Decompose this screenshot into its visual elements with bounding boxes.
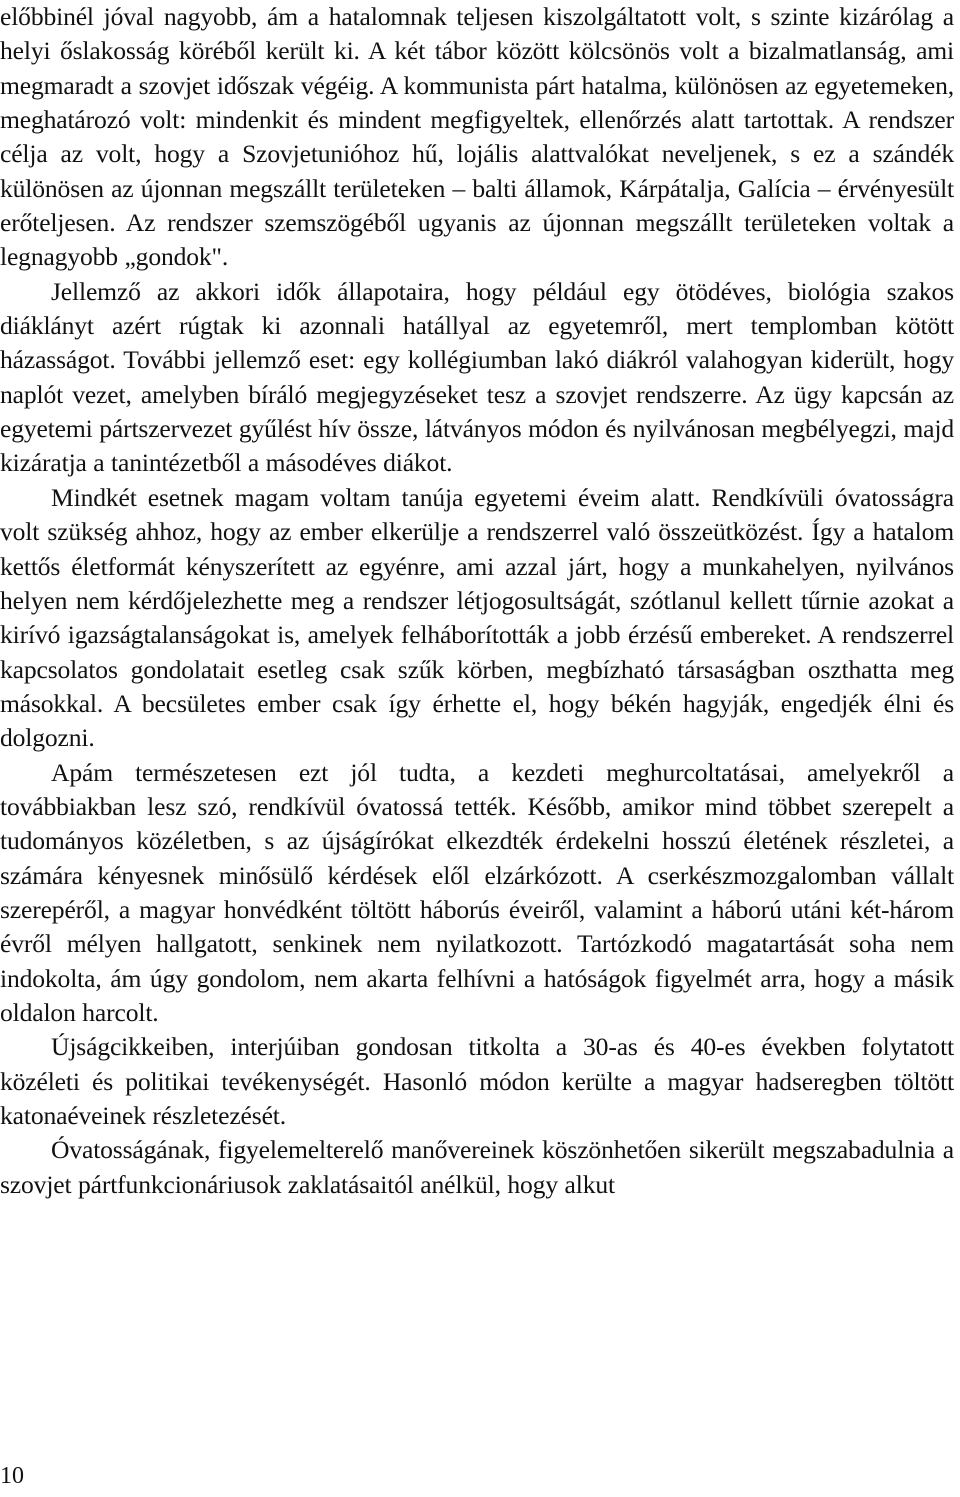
paragraph-3: Mindkét esetnek magam voltam tanúja egyetemi éveim alatt. Rendkívüli óvatosságra volt szükség ahhoz, hogy az ember elkerülje a rendszerrel való összeütközést. Így a hatalom kettős életformát kényszerített az egyénre, ami azzal járt, hogy a munkahelyen, nyilvános helyen nem kérdőjelezhette meg a rendszer létjogosultságát, szótlanul kellett tűrnie azokat a kirívó igazságtalanságokat is, amelyek felháborították a jobb érzésű embereket. A rendszerrel kapcsolatos gondolatait esetleg csak szűk körben, megbízható társaságban oszthatta meg másokkal. A becsületes ember csak így érhette el, hogy békén hagyják, engedjék élni és dolgozni. <box>0 482 954 753</box>
paragraph-6: Óvatosságának, figyelemelterelő manővereinek köszönhetően sikerült megszabadulnia a szovjet pártfunkcionáriusok zaklatásaitól anélkül, hogy alkut <box>0 1135 954 1199</box>
paragraph-4: Apám természetesen ezt jól tudta, a kezdeti meghurcoltatásai, amelyekről a továbbiakban lesz szó, rendkívül óvatossá tették. Később, amikor mind többet szerepelt a tudományos közéletben, s az újságírókat elkezdték érdekelni hosszú életének részletei, a számára kényesnek minősülő kérdések elől elzárkózott. A cserkészmozgalomban vállalt szerepéről, a magyar honvédként töltött háborús éveiről, valamint a háború utáni két-három évről mélyen hallgatott, senkinek nem nyilatkozott. Tartózkodó magatartását soha nem indokolta, ám úgy gondolom, nem akarta felhívni a hatóságok figyelmét arra, hogy a másik oldalon harcolt. <box>0 757 954 1027</box>
page-number: 10 <box>0 1463 24 1489</box>
paragraph-1: előbbinél jóval nagyobb, ám a hatalomnak teljesen kiszolgáltatott volt, s szinte kizárólag a helyi őslakosság köréből került ki. A két tábor között kölcsönös volt a bizalmatlanság, ami megmaradt a szovjet időszak végéig. A kommunista párt hatalma, különösen az egyetemeken, meghatározó volt: mindenkit és mindent megfigyeltek, ellenőrzés alatt tartottak. A rendszer célja az volt, hogy a Szovjetunióhoz hű, lojális alattvalókat neveljenek, s ez a szándék különösen az újonnan megszállt területeken – balti államok, Kárpátalja, Galícia – érvényesült erőteljesen. Az rendszer szemszögéből ugyanis az újonnan megszállt területeken voltak a legnagyobb „gondok". <box>0 2 954 272</box>
paragraph-5: Újságcikkeiben, interjúiban gondosan titkolta a 30-as és 40-es években folytatott közéleti és politikai tevékenységét. Hasonló módon kerülte a magyar hadseregben töltött katonaéveinek részletezését. <box>0 1032 954 1130</box>
paragraph-2: Jellemző az akkori idők állapotaira, hogy például egy ötödéves, biológia szakos diáklányt azért rúgtak ki azonnali hatállyal az egyetemről, mert templomban kötött házasságot. További jellemző eset: egy kollégiumban lakó diákról valahogyan kiderült, hogy naplót vezet, amelyben bíráló megjegyzéseket tesz a szovjet rendszerre. Az ügy kapcsán az egyetemi pártszervezet gyűlést hív össze, látványos módon és nyilvánosan megbélyegzi, majd kizáratja a tanintézetből a másodéves diákot. <box>0 276 954 478</box>
